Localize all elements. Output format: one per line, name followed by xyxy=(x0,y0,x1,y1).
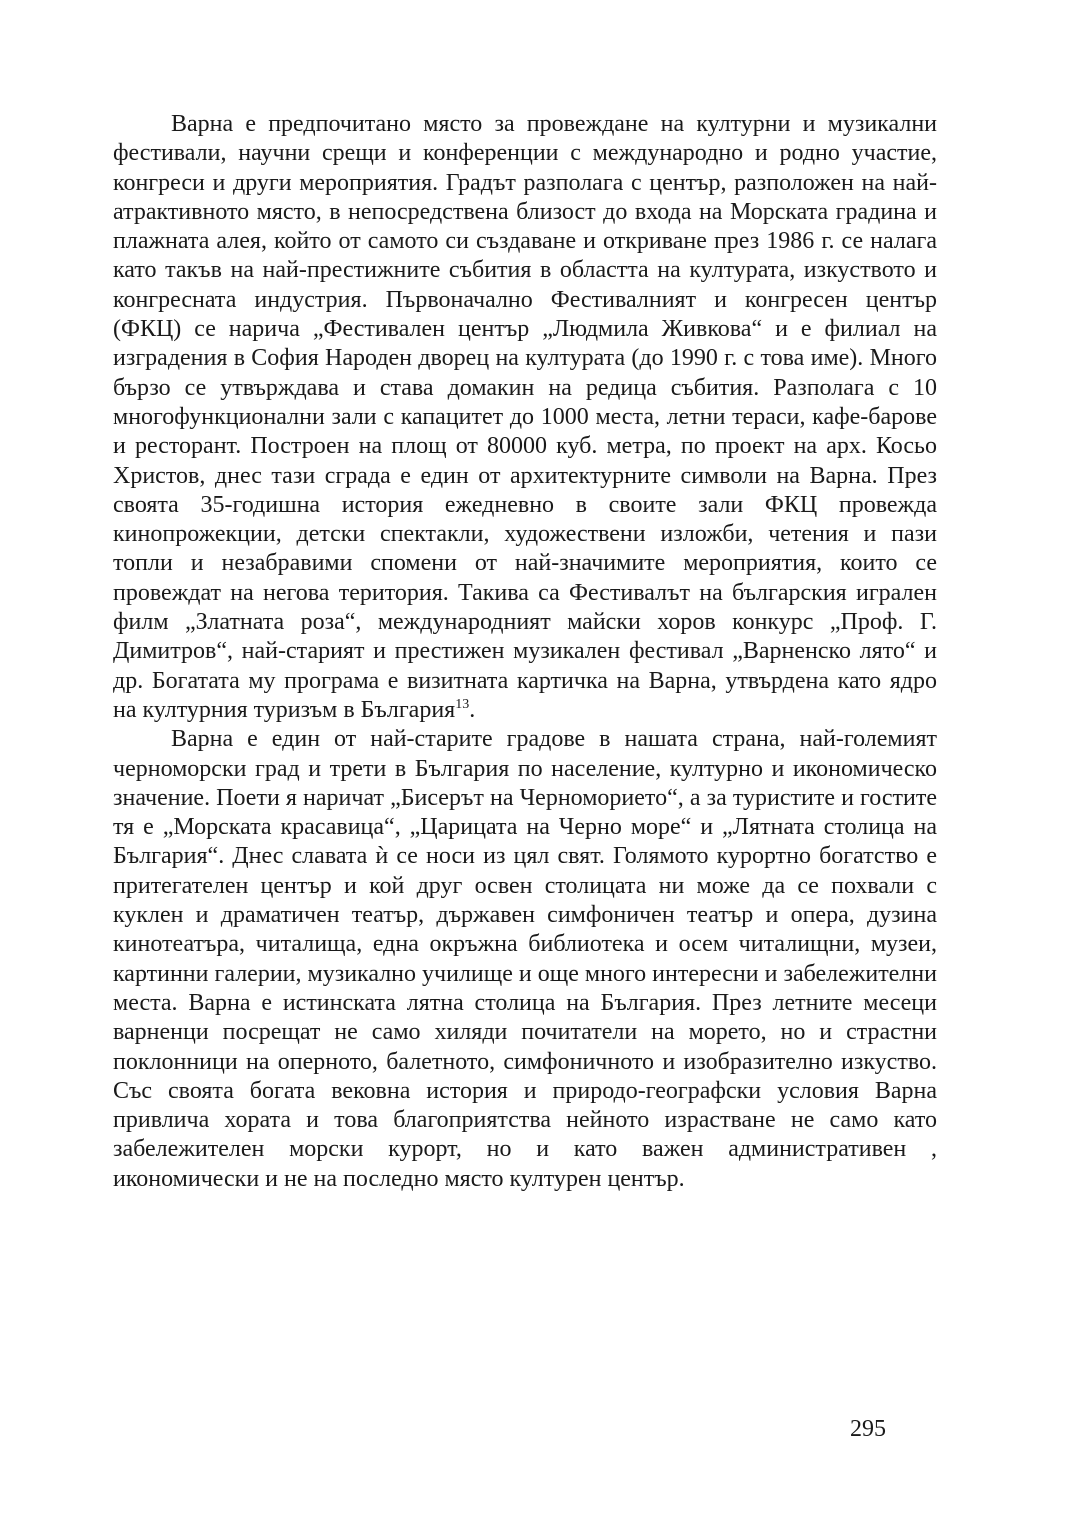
page-number: 295 xyxy=(850,1416,886,1442)
paragraph-text: Варна е предпочитано място за провеждане на културни и музикални фестивали, научни срещи и конференции с международно и родно участие, конгреси и други мероприятия. Градът разполага с център, разположен на най-атрактивното място, в непосредствена близост до входа на Морската градина и плажната алея, който от самото си създаване и откриване през 1986 г. се налага като такъв на най-престижните събития в областта на културата, изкуството и конгресната индустрия. Първоначално Фестивалният и конгресен център (ФКЦ) се нарича „Фестивален център „Людмила Живкова“ и е филиал на изградения в София Народен дворец на културата (до 1990 г. с това име). Много бързо се утвърждава и става домакин на редица събития. Разполага с 10 многофункционални зали с капацитет до 1000 места, летни тераси, кафе-барове и ресторант. Построен на площ от 80000 куб. метра, по проект на арх. Косьо Христов, днес тази сграда е един от архитектурните символи на Варна. През своята 35-годишна история ежедневно в своите зали ФКЦ провежда кинопрожекции, детски спектакли, художествени изложби, четения и пази топли и незабравими спомени от най-значимите мероприятия, които се провеждат на негова територия. Такива са Фестивалът на българския игрален филм „Златната роза“, международният майски хоров конкурс „Проф. Г. Димитров“, най-старият и престижен музикален фестивал „Варненско лято“ и др. Богатата му програма е визитната картичка на Варна, утвърдена като ядро на културния туризъм в България xyxy=(113,111,937,723)
body-text xyxy=(113,110,937,1194)
paragraph-end-punctuation: . xyxy=(469,696,476,723)
paragraph-varna-city xyxy=(113,725,937,1194)
paragraph-text: Варна е един от най-старите градове в нашата страна, най-големият черноморски град и трети в България по население, културно и икономическо значение. Поети я наричат „Бисерът на Черноморието“, а за туристите и гостите тя е „Морската красавица“, „Царицата на Черно море“ и „Лятната столица на България“. Днес славата ѝ се носи из цял свят. Голямото курортно богатство е притегателен център и кой друг освен столицата ни може да се похвали с куклен и драматичен театър, държавен симфоничен театър и опера, дузина кинотеатъра, читалища, една окръжна библиотека и осем читалищни, музеи, картинни галерии, музикално училище и още много интересни и забележителни места. Варна е истинската лятна столица на България. През летните месеци варненци посрещат не само хиляди почитатели на морето, но и страстни поклонници на оперното, балетното, симфоничното и изобразително изкуство. Със своята богата вековна история и природо-географски условия Варна привлича хората и това благоприятства нейното израстване не само като забележителен морски курорт, но и като важен административен , икономически и не на последно място културен център. xyxy=(113,726,937,1192)
paragraph-festival-center xyxy=(113,110,937,725)
footnote-reference[interactable]: 13 xyxy=(455,696,470,712)
